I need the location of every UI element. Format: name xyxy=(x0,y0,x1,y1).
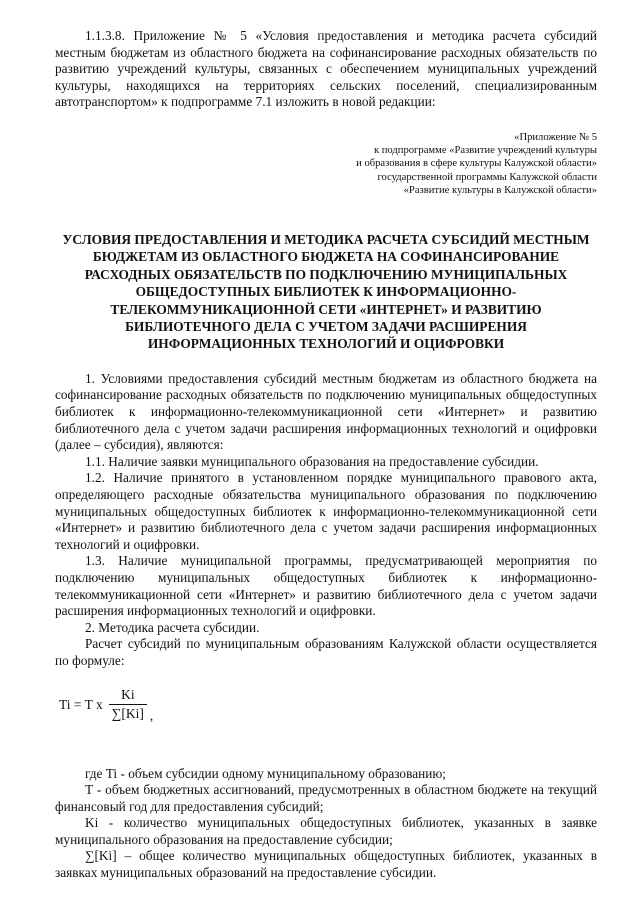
formula-legend xyxy=(55,766,597,882)
appendix-line: «Приложение № 5 xyxy=(514,131,597,143)
formula-fraction xyxy=(109,687,147,722)
appendix-line: «Развитие культуры в Калужской области» xyxy=(403,184,597,196)
appendix-line: государственной программы Калужской области xyxy=(377,171,597,183)
formula-numerator: Ki xyxy=(121,687,135,703)
paragraph-1-1: 1.1. Наличие заявки муниципального образования на предоставление субсидии. xyxy=(85,453,539,469)
paragraph-1-3: 1.3. Наличие муниципальной программы, предусматривающей мероприятия по подключению муниципальных общедоступных библиотек к информационно-телекоммуникационной сети «Интернет» и развитию библиотечного дела с учетом задачи расширения информационных технологий и оцифровки. xyxy=(55,553,597,619)
document-title: УСЛОВИЯ ПРЕДОСТАВЛЕНИЯ И МЕТОДИКА РАСЧЕТА СУБСИДИЙ МЕСТНЫМ БЮДЖЕТАМ ИЗ ОБЛАСТНОГО БЮДЖЕТА НА СОФИНАНСИРОВАНИЕ РАСХОДНЫХ ОБЯЗАТЕЛЬСТВ ПО ПОДКЛЮЧЕНИЮ МУНИЦИПАЛЬНЫХ ОБЩЕДОСТУПНЫХ БИБЛИОТЕК К ИНФОРМАЦИОННО-ТЕЛЕКОММУНИКАЦИОННОЙ СЕТИ «ИНТЕРНЕТ» И РАЗВИТИЮ БИБЛИОТЕЧНОГО ДЕЛА С УЧЕТОМ ЗАДАЧИ РАСШИРЕНИЯ ИНФОРМАЦИОННЫХ ТЕХНОЛОГИЙ И ОЦИФРОВКИ xyxy=(62,231,590,352)
paragraph-2: 2. Методика расчета субсидии. xyxy=(85,619,260,635)
appendix-line: к подпрограмме «Развитие учреждений культуры xyxy=(373,145,597,157)
subsidy-formula xyxy=(59,686,597,724)
document-page xyxy=(55,28,597,882)
paragraph-1: 1. Условиями предоставления субсидий местным бюджетам из областного бюджета на софинансирование расходных обязательств по подключению муниципальных общедоступных библиотек к информационно-телекоммуникационной сети «Интернет» и развитию библиотечного дела с учетом задачи расширения информационных технологий и оцифровки (далее – субсидия), являются: xyxy=(55,370,597,453)
formula-lhs: Ti = T x xyxy=(59,696,103,712)
formula-comma: , xyxy=(149,707,154,723)
legend-t: T - объем бюджетных ассигнований, предусмотренных в областном бюджете на текущий финансовый год для предоставления субсидий; xyxy=(55,782,597,814)
formula-denominator: ∑[Ki] xyxy=(109,704,147,722)
appendix-header xyxy=(55,131,597,197)
legend-ti: где Ti - объем субсидии одному муниципальному образованию; xyxy=(85,765,446,781)
legend-ki: Ki - количество муниципальных общедоступных библиотек, указанных в заявке муниципального образования на предоставление субсидии; xyxy=(55,815,597,847)
paragraph-calculation: Расчет субсидий по муниципальным образованиям Калужской области осуществляется по формуле: xyxy=(55,636,597,668)
paragraph-1-2: 1.2. Наличие принятого в установленном порядке муниципального правового акта, определяющего расходные обязательства муниципального образования по подключению муниципальных общедоступных библиотек к информационно-телекоммуникационной сети «Интернет» и развитию библиотечного дела с учетом задачи расширения информационных технологий и оцифровки. xyxy=(55,470,597,552)
legend-sum-ki: ∑[Ki] – общее количество муниципальных общедоступных библиотек, указанных в заявках муниципальных образований на предоставление субсидии. xyxy=(55,848,597,881)
appendix-line: и образования в сфере культуры Калужской области» xyxy=(356,158,597,170)
intro-paragraph: 1.1.3.8. Приложение № 5 «Условия предоставления и методика расчета субсидий местным бюджетам из областного бюджета на софинансирование расходных обязательств по развитию учреждений культуры, связанных с обеспечением муниципальных учреждений культуры, находящихся на территориях сельских поселений, специализированным автотранспортом» к подпрограмме 7.1 изложить в новой редакции: xyxy=(55,28,597,110)
document-body xyxy=(55,371,597,670)
